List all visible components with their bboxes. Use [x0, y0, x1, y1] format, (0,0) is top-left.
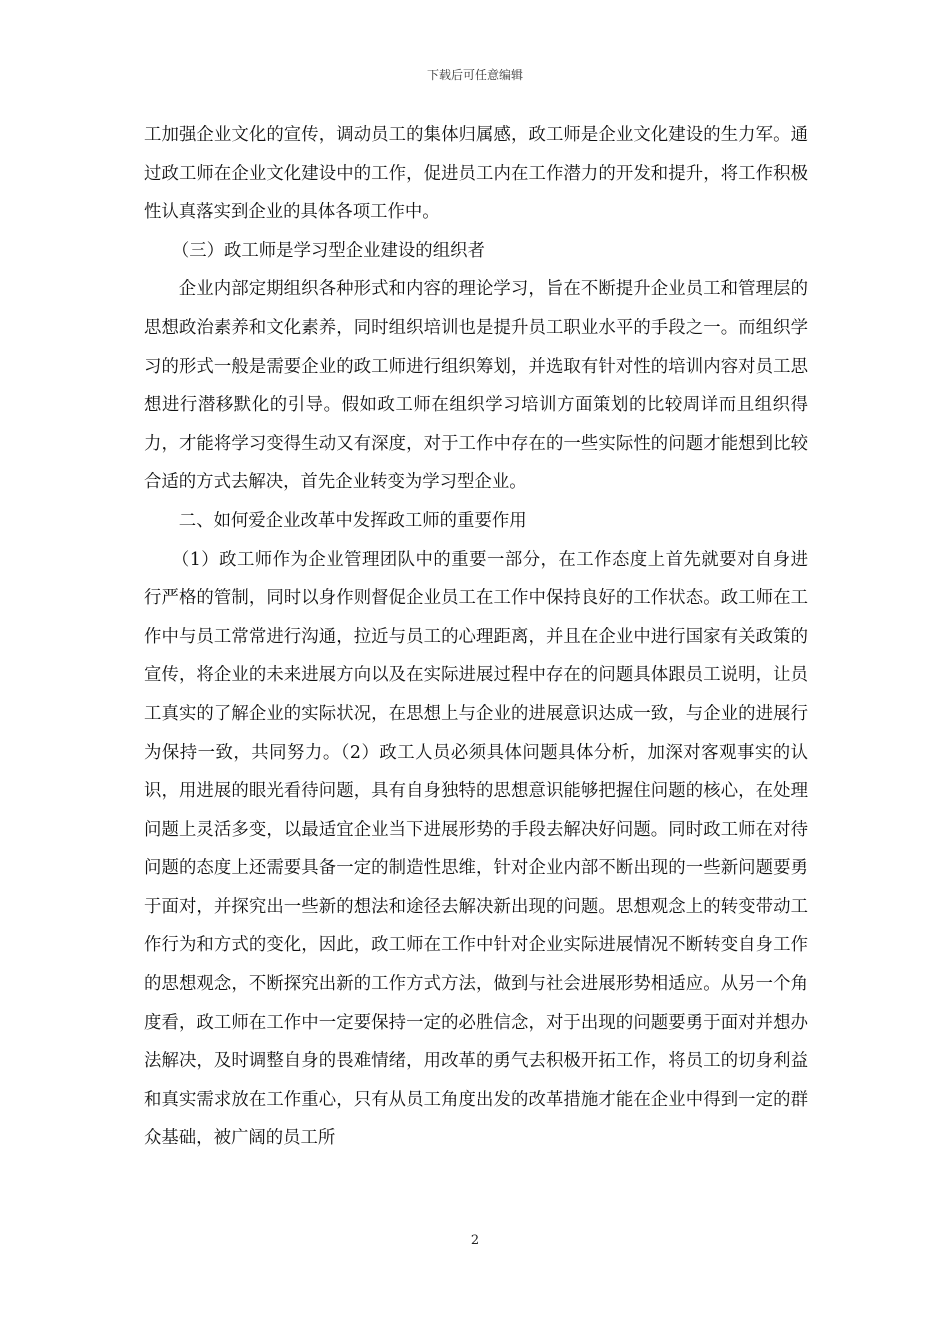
paragraph: 企业内部定期组织各种形式和内容的理论学习，旨在不断提升企业员工和管理层的思想政治素养和文化素养，同时组织培训也是提升员工职业水平的手段之一。而组织学习的形式一般是需要企业的政工师进行组织筹划，并选取有针对性的培训内容对员工思想进行潜移默化的引导。假如政工师在组织学习培训方面策划的比较周详而且组织得力，才能将学习变得生动又有深度，对于工作中存在的一些实际性的问题才能想到比较合适的方式去解决，首先企业转变为学习型企业。 [144, 279, 808, 493]
paragraph: （1）政工师作为企业管理团队中的重要一部分，在工作态度上首先就要对自身进行严格的管制，同时以身作则督促企业员工在工作中保持良好的工作状态。政工师在工作中与员工常常进行沟通，拉近与员工的心理距离，并且在企业中进行国家有关政策的宣传，将企业的未来进展方向以及在实际进展过程中存在的问题具体跟员工说明，让员工真实的了解企业的实际状况，在思想上与企业的进展意识达成一致，与企业的进展行为保持一致，共同努力。（2）政工人员必须具体问题具体分析，加深对客观事实的认识，用进展的眼光看待问题，具有自身独特的思想意识能够把握住问题的核心，在处理问题上灵活多变，以最适宜企业当下进展形势的手段去解决好问题。同时政工师在对待问题的态度上还需要具备一定的制造性思维，针对企业内部不断出现的一些新问题要勇于面对，并探究出一些新的想法和途径去解决新出现的问题。思想观念上的转变带动工作行为和方式的变化，因此，政工师在工作中针对企业实际进展情况不断转变自身工作的思想观念，不断探究出新的工作方式方法，做到与社会进展形势相适应。从另一个角度看，政工师在工作中一定要保持一定的必胜信念，对于出现的问题要勇于面对并想办法解决，及时调整自身的畏难情绪，用改革的勇气去积极开拓工作，将员工的切身利益和真实需求放在工作重心，只有从员工角度出发的改革措施才能在企业中得到一定的群众基础，被广阔的员工所 [144, 549, 808, 1149]
section-heading-2: 二、如何爱企业改革中发挥政工师的重要作用 [178, 510, 527, 531]
document-body [144, 116, 808, 1158]
page-header: 下载后可任意编辑 [426, 68, 523, 82]
section-heading-3: （三）政工师是学习型企业建设的组织者 [171, 240, 485, 261]
paragraph-continuation: 工加强企业文化的宣传，调动员工的集体归属感，政工师是企业文化建设的生力军。通过政工师在企业文化建设中的工作，促进员工内在工作潜力的开发和提升，将工作积极性认真落实到企业的具体各项工作中。 [144, 125, 808, 223]
page-number: 2 [470, 1233, 480, 1248]
